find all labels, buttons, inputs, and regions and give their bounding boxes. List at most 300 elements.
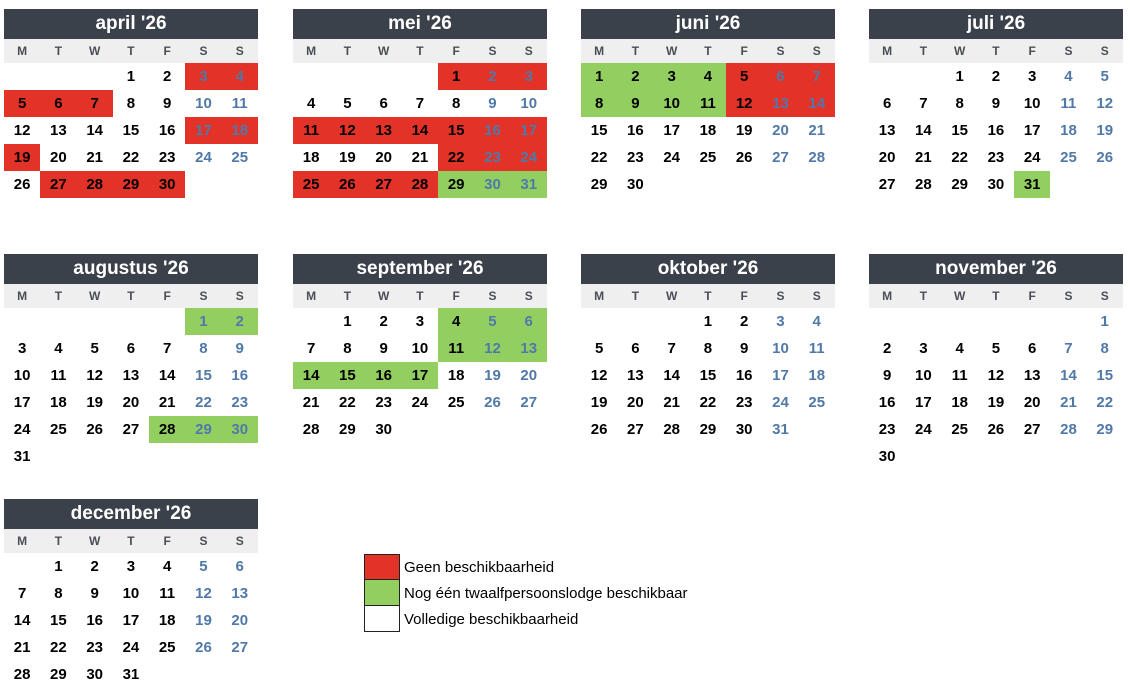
empty-day-cell xyxy=(185,443,221,470)
day-cell: 9 xyxy=(163,95,172,112)
empty-day-cell xyxy=(474,416,510,443)
week-row xyxy=(4,389,258,416)
day-cell: 26 xyxy=(86,421,103,438)
week-row xyxy=(869,144,1123,171)
empty-day-cell xyxy=(1087,443,1123,470)
empty-day-cell xyxy=(149,661,185,688)
day-cell: 30 xyxy=(86,666,103,683)
weekday-label: T xyxy=(919,44,928,58)
day-cell: 2 xyxy=(617,63,653,90)
day-cell: 14 xyxy=(13,612,31,629)
day-cell: 10 xyxy=(772,340,789,357)
day-cell: 5 xyxy=(4,90,40,117)
day-cell: 24 xyxy=(915,421,932,438)
day-cell: 20 xyxy=(375,149,392,166)
day-cell: 22 xyxy=(590,149,608,166)
week-row xyxy=(4,580,258,607)
day-cell: 11 xyxy=(951,367,968,384)
month-calendar xyxy=(581,254,835,443)
day-cell: 10 xyxy=(1023,95,1041,112)
month-calendar xyxy=(869,9,1123,198)
day-cell: 26 xyxy=(484,394,501,411)
day-cell: 17 xyxy=(1023,122,1041,139)
day-cell: 19 xyxy=(4,144,40,171)
weekday-label: T xyxy=(127,534,135,548)
day-cell: 10 xyxy=(411,340,429,357)
day-cell: 5 xyxy=(90,340,99,357)
weekday-label: W xyxy=(666,289,678,303)
day-cell: 20 xyxy=(627,394,644,411)
empty-day-cell xyxy=(222,443,258,470)
day-cell: 6 xyxy=(631,340,640,357)
day-cell: 20 xyxy=(50,149,67,166)
day-cell: 1 xyxy=(581,63,617,90)
day-cell: 30 xyxy=(149,171,185,198)
empty-day-cell xyxy=(762,171,798,198)
day-cell: 27 xyxy=(627,421,644,438)
weekday-label: W xyxy=(89,289,101,303)
weekday-label: T xyxy=(631,289,640,303)
day-cell: 17 xyxy=(663,122,680,139)
day-cell: 8 xyxy=(199,340,208,357)
week-row xyxy=(869,63,1123,90)
day-cell: 3 xyxy=(511,63,547,90)
week-row xyxy=(869,90,1123,117)
empty-day-cell xyxy=(869,308,905,335)
day-cell: 16 xyxy=(366,362,402,389)
day-cell: 31 xyxy=(13,448,31,465)
week-row xyxy=(869,117,1123,144)
day-cell: 12 xyxy=(474,335,510,362)
day-cell: 21 xyxy=(13,639,31,656)
day-cell: 16 xyxy=(735,367,753,384)
day-cell: 6 xyxy=(762,63,798,90)
day-cell: 24 xyxy=(122,639,140,656)
week-row xyxy=(4,171,258,198)
weekday-label: F xyxy=(452,289,460,303)
day-cell: 27 xyxy=(520,394,538,411)
weekday-label: S xyxy=(812,44,821,58)
weekday-label: W xyxy=(89,44,101,58)
day-cell: 7 xyxy=(799,63,835,90)
day-cell: 1 xyxy=(126,68,136,85)
week-row xyxy=(293,335,547,362)
week-row xyxy=(869,335,1123,362)
day-cell: 14 xyxy=(1060,367,1077,384)
day-cell: 23 xyxy=(878,421,896,438)
day-cell: 5 xyxy=(594,340,604,357)
empty-day-cell xyxy=(942,443,978,470)
day-cell: 21 xyxy=(302,394,320,411)
day-cell: 2 xyxy=(379,313,388,330)
day-cell: 2 xyxy=(163,68,172,85)
day-cell: 7 xyxy=(667,340,676,357)
empty-day-cell xyxy=(40,443,76,470)
day-cell: 1 xyxy=(703,313,713,330)
day-cell: 26 xyxy=(13,176,31,193)
week-row xyxy=(4,335,258,362)
week-row xyxy=(293,171,547,198)
day-cell: 30 xyxy=(878,448,896,465)
empty-day-cell xyxy=(366,63,402,90)
day-cell: 9 xyxy=(882,367,892,384)
day-cell: 18 xyxy=(447,367,465,384)
day-cell: 25 xyxy=(293,171,329,198)
week-row xyxy=(4,416,258,443)
empty-day-cell xyxy=(149,308,185,335)
day-cell: 28 xyxy=(77,171,113,198)
week-row xyxy=(4,661,258,688)
day-cell: 5 xyxy=(726,63,762,90)
weekday-label: T xyxy=(992,289,1000,303)
day-cell: 22 xyxy=(50,639,67,656)
day-cell: 6 xyxy=(40,90,76,117)
day-cell: 25 xyxy=(699,149,717,166)
day-cell: 24 xyxy=(1023,149,1041,166)
week-row xyxy=(869,416,1123,443)
weekday-label: S xyxy=(812,289,821,303)
day-cell: 20 xyxy=(231,612,249,629)
day-cell: 9 xyxy=(617,90,653,117)
day-cell: 20 xyxy=(878,149,896,166)
day-cell: 12 xyxy=(329,117,365,144)
weekday-label: T xyxy=(127,289,135,303)
empty-day-cell xyxy=(1014,308,1050,335)
empty-day-cell xyxy=(869,63,905,90)
day-cell: 23 xyxy=(231,394,249,411)
day-cell: 19 xyxy=(484,367,501,384)
day-cell: 3 xyxy=(17,340,27,357)
day-cell: 15 xyxy=(195,367,212,384)
month-title: juli '26 xyxy=(869,9,1123,39)
weekday-label: M xyxy=(306,44,317,58)
day-cell: 29 xyxy=(438,171,474,198)
weekday-label: F xyxy=(740,289,748,303)
day-cell: 18 xyxy=(158,612,176,629)
empty-day-cell xyxy=(77,63,113,90)
day-cell: 9 xyxy=(90,585,99,602)
day-cell: 17 xyxy=(122,612,140,629)
weekday-label: T xyxy=(704,44,712,58)
week-row xyxy=(581,308,835,335)
day-cell: 12 xyxy=(987,367,1005,384)
day-cell: 11 xyxy=(231,95,248,112)
weekday-header-row xyxy=(869,39,1123,63)
week-row xyxy=(4,90,258,117)
day-cell: 29 xyxy=(185,416,221,443)
day-cell: 19 xyxy=(1096,122,1114,139)
day-cell: 13 xyxy=(878,122,896,139)
day-cell: 3 xyxy=(126,558,136,575)
month-title: september '26 xyxy=(293,254,547,284)
day-cell: 28 xyxy=(402,171,438,198)
day-cell: 25 xyxy=(447,394,465,411)
day-cell: 6 xyxy=(882,95,892,112)
day-cell: 16 xyxy=(627,122,644,139)
day-cell: 26 xyxy=(1096,149,1114,166)
weekday-header-row xyxy=(581,284,835,308)
weekday-label: F xyxy=(1028,289,1036,303)
day-cell: 12 xyxy=(726,90,762,117)
weekday-label: S xyxy=(199,44,208,58)
week-row xyxy=(4,63,258,90)
day-cell: 10 xyxy=(122,585,140,602)
day-cell: 26 xyxy=(987,421,1005,438)
day-cell: 19 xyxy=(987,394,1005,411)
week-row xyxy=(293,90,547,117)
day-cell: 18 xyxy=(302,149,320,166)
weekday-label: S xyxy=(1064,289,1073,303)
empty-day-cell xyxy=(4,63,40,90)
day-cell: 29 xyxy=(1096,421,1114,438)
day-cell: 5 xyxy=(343,95,352,112)
empty-day-cell xyxy=(4,553,40,580)
empty-day-cell xyxy=(905,443,941,470)
day-cell: 25 xyxy=(50,421,67,438)
day-cell: 5 xyxy=(991,340,1001,357)
day-cell: 23 xyxy=(474,144,510,171)
empty-day-cell xyxy=(1014,443,1050,470)
day-cell: 31 xyxy=(1014,171,1050,198)
day-cell: 19 xyxy=(735,122,753,139)
month-calendar xyxy=(4,9,258,198)
empty-day-cell xyxy=(1050,443,1086,470)
day-cell: 29 xyxy=(50,666,67,683)
weekday-label: S xyxy=(235,44,244,58)
day-cell: 29 xyxy=(699,421,717,438)
day-cell: 22 xyxy=(699,394,717,411)
day-cell: 21 xyxy=(915,149,932,166)
day-cell: 26 xyxy=(590,421,608,438)
week-row xyxy=(581,63,835,90)
legend-swatch-white xyxy=(364,606,400,632)
day-cell: 22 xyxy=(438,144,474,171)
day-cell: 9 xyxy=(235,340,244,357)
day-cell: 23 xyxy=(375,394,392,411)
week-row xyxy=(4,607,258,634)
day-cell: 8 xyxy=(452,95,461,112)
day-cell: 10 xyxy=(13,367,31,384)
weekday-label: W xyxy=(378,289,390,303)
weekday-label: S xyxy=(524,44,533,58)
day-cell: 17 xyxy=(402,362,438,389)
day-cell: 11 xyxy=(159,585,176,602)
day-cell: 18 xyxy=(50,394,67,411)
empty-day-cell xyxy=(654,171,690,198)
day-cell: 2 xyxy=(90,558,99,575)
month-title: augustus '26 xyxy=(4,254,258,284)
day-cell: 2 xyxy=(740,313,749,330)
legend-swatch-red xyxy=(364,554,400,580)
day-cell: 24 xyxy=(13,421,31,438)
day-cell: 18 xyxy=(699,122,717,139)
day-cell: 28 xyxy=(1060,421,1077,438)
day-cell: 30 xyxy=(735,421,753,438)
weekday-label: T xyxy=(992,44,1000,58)
day-cell: 3 xyxy=(185,63,221,90)
empty-day-cell xyxy=(942,308,978,335)
day-cell: 14 xyxy=(799,90,835,117)
weekday-label: T xyxy=(631,44,640,58)
empty-day-cell xyxy=(4,308,40,335)
day-cell: 4 xyxy=(955,340,964,357)
week-row xyxy=(869,308,1123,335)
day-cell: 7 xyxy=(163,340,172,357)
day-cell: 15 xyxy=(438,117,474,144)
day-cell: 26 xyxy=(195,639,212,656)
day-cell: 13 xyxy=(122,367,140,384)
month-calendar xyxy=(293,254,547,443)
day-cell: 12 xyxy=(1096,95,1114,112)
day-cell: 31 xyxy=(511,171,547,198)
day-cell: 14 xyxy=(86,122,103,139)
day-cell: 1 xyxy=(185,308,221,335)
day-cell: 11 xyxy=(293,117,329,144)
day-cell: 19 xyxy=(195,612,212,629)
day-cell: 10 xyxy=(520,95,538,112)
day-cell: 13 xyxy=(231,585,249,602)
empty-day-cell xyxy=(77,308,113,335)
day-cell: 1 xyxy=(955,68,964,85)
month-title: oktober '26 xyxy=(581,254,835,284)
weekday-label: S xyxy=(1100,44,1109,58)
day-cell: 16 xyxy=(987,122,1005,139)
day-cell: 15 xyxy=(699,367,717,384)
day-cell: 29 xyxy=(951,176,968,193)
weekday-label: W xyxy=(954,44,966,58)
day-cell: 30 xyxy=(627,176,644,193)
day-cell: 4 xyxy=(54,340,63,357)
day-cell: 25 xyxy=(231,149,249,166)
legend-label: Volledige beschikbaarheid xyxy=(404,610,579,628)
day-cell: 2 xyxy=(991,68,1001,85)
day-cell: 11 xyxy=(1060,95,1077,112)
empty-day-cell xyxy=(799,416,835,443)
week-row xyxy=(581,90,835,117)
day-cell: 18 xyxy=(1060,122,1077,139)
weekday-label: T xyxy=(343,289,352,303)
empty-day-cell xyxy=(329,63,365,90)
week-row xyxy=(581,389,835,416)
day-cell: 13 xyxy=(1023,367,1041,384)
weekday-label: T xyxy=(54,44,63,58)
day-cell: 7 xyxy=(17,585,27,602)
weekday-header-row xyxy=(293,39,547,63)
day-cell: 4 xyxy=(438,308,474,335)
empty-day-cell xyxy=(905,308,941,335)
day-cell: 22 xyxy=(951,149,968,166)
weekday-label: T xyxy=(416,289,424,303)
empty-day-cell xyxy=(726,171,762,198)
day-cell: 8 xyxy=(54,585,63,602)
day-cell: 23 xyxy=(987,149,1005,166)
day-cell: 11 xyxy=(808,340,825,357)
day-cell: 3 xyxy=(1028,68,1037,85)
weekday-label: F xyxy=(163,534,171,548)
day-cell: 4 xyxy=(812,313,821,330)
day-cell: 3 xyxy=(776,313,785,330)
day-cell: 8 xyxy=(343,340,352,357)
day-cell: 16 xyxy=(158,122,176,139)
day-cell: 7 xyxy=(1064,340,1073,357)
month-calendar xyxy=(869,254,1123,470)
weekday-label: W xyxy=(666,44,678,58)
weekday-header-row xyxy=(293,284,547,308)
day-cell: 20 xyxy=(520,367,538,384)
day-cell: 12 xyxy=(195,585,212,602)
week-row xyxy=(581,144,835,171)
day-cell: 22 xyxy=(195,394,212,411)
day-cell: 26 xyxy=(329,171,365,198)
weekday-label: S xyxy=(199,289,208,303)
day-cell: 14 xyxy=(915,122,932,139)
day-cell: 22 xyxy=(1096,394,1114,411)
day-cell: 11 xyxy=(690,90,726,117)
day-cell: 29 xyxy=(590,176,608,193)
day-cell: 17 xyxy=(185,117,221,144)
empty-day-cell xyxy=(185,661,221,688)
day-cell: 6 xyxy=(1028,340,1037,357)
week-row xyxy=(869,443,1123,470)
day-cell: 2 xyxy=(474,63,510,90)
week-row xyxy=(581,117,835,144)
day-cell: 23 xyxy=(86,639,103,656)
weekday-header-row xyxy=(581,39,835,63)
day-cell: 15 xyxy=(951,122,968,139)
day-cell: 10 xyxy=(915,367,932,384)
day-cell: 7 xyxy=(306,340,316,357)
day-cell: 3 xyxy=(415,313,425,330)
day-cell: 6 xyxy=(235,558,244,575)
week-row xyxy=(869,389,1123,416)
weekday-label: T xyxy=(919,289,928,303)
day-cell: 7 xyxy=(415,95,425,112)
weekday-label: M xyxy=(594,44,605,58)
day-cell: 4 xyxy=(690,63,726,90)
weekday-label: F xyxy=(1028,44,1036,58)
empty-day-cell xyxy=(978,308,1014,335)
day-cell: 8 xyxy=(581,90,617,117)
empty-day-cell xyxy=(1087,171,1123,198)
week-row xyxy=(581,171,835,198)
week-row xyxy=(4,117,258,144)
day-cell: 27 xyxy=(772,149,789,166)
month-title: november '26 xyxy=(869,254,1123,284)
weekday-label: M xyxy=(17,534,28,548)
day-cell: 4 xyxy=(1064,68,1073,85)
day-cell: 9 xyxy=(740,340,749,357)
empty-day-cell xyxy=(402,63,438,90)
day-cell: 4 xyxy=(306,95,316,112)
day-cell: 28 xyxy=(915,176,932,193)
week-row xyxy=(293,308,547,335)
weekday-header-row xyxy=(4,529,258,553)
week-row xyxy=(4,443,258,470)
empty-day-cell xyxy=(222,171,258,198)
day-cell: 5 xyxy=(1100,68,1109,85)
day-cell: 25 xyxy=(808,394,826,411)
day-cell: 16 xyxy=(878,394,896,411)
day-cell: 20 xyxy=(122,394,140,411)
day-cell: 17 xyxy=(511,117,547,144)
empty-day-cell xyxy=(185,171,221,198)
day-cell: 20 xyxy=(1023,394,1041,411)
day-cell: 17 xyxy=(772,367,789,384)
day-cell: 30 xyxy=(987,176,1005,193)
day-cell: 7 xyxy=(77,90,113,117)
day-cell: 15 xyxy=(1096,367,1114,384)
weekday-label: S xyxy=(488,289,497,303)
